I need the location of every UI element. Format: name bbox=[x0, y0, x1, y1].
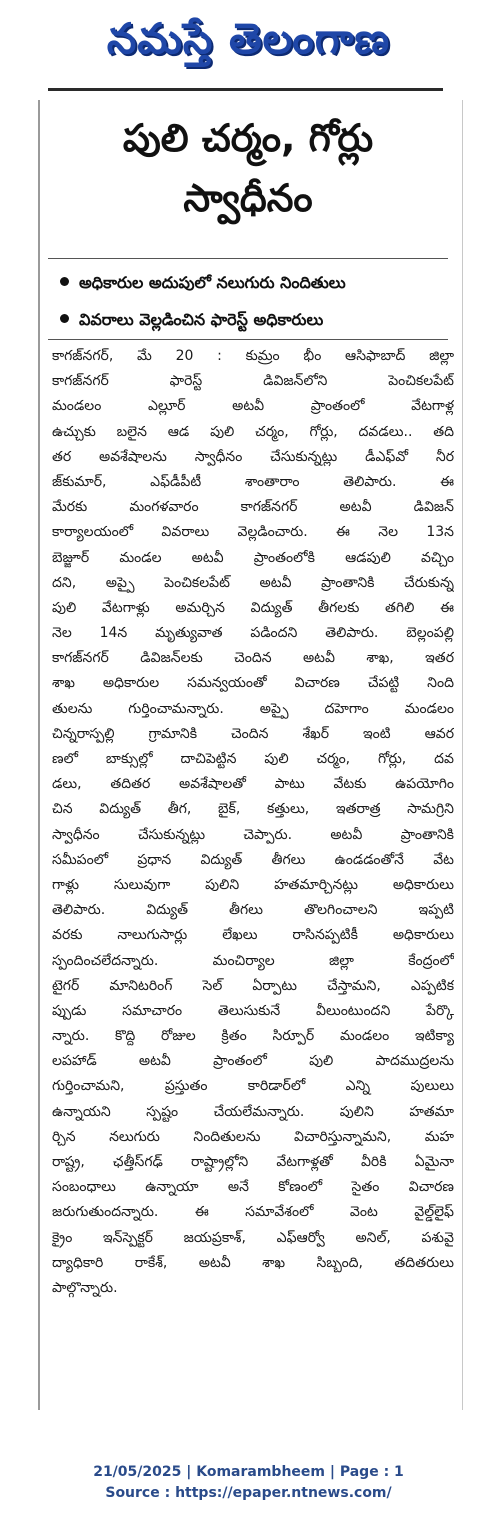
article-body-line: ఉచ్చుకు బలైన ఆడ పులి చర్మం, గోర్లు, దవడలు.. తది bbox=[52, 423, 454, 440]
article-body-line: దని, అప్పై పెంచికలపేట్ అటవీ ప్రాంతానికి చేరుకున్న bbox=[52, 574, 454, 591]
headline-divider bbox=[48, 258, 448, 259]
article-body bbox=[52, 344, 454, 1301]
headline-line-1: పులి చర్మం, గోర్లు bbox=[122, 116, 374, 160]
article-body-line: మండలం ఎల్లూర్ అటవీ ప్రాంతంలో వేటగాళ్ల bbox=[52, 398, 454, 415]
article-headline bbox=[48, 108, 448, 228]
article-body-line: డలు, తదితర అవశేషాలతో పాటు వేటకు ఉపయోగిం bbox=[52, 776, 454, 793]
headline-line-2: స్వాధీనం bbox=[183, 176, 313, 220]
article-body-line: తులను గుర్తించామన్నారు. అప్పై దహెగాం మండలం bbox=[52, 700, 454, 717]
article-body-line: తెలిపారు. విద్యుత్ తీగలు తొలగించాలని ఇప్పటి bbox=[52, 902, 454, 919]
article-body-line: పులి వేటగాళ్లు అమర్చిన విద్యుత్ తీగలకు తగిలి ఈ bbox=[52, 599, 454, 616]
article-body-line: స్పందించలేదన్నారు. మంచిర్యాల జిల్లా కేంద్రంలో bbox=[52, 952, 454, 969]
article-body-line: గుర్తించామని, ప్రస్తుతం కారిడార్‌లో ఎన్ని పులులు bbox=[52, 1078, 454, 1095]
article-body-line: జ్‌కుమార్, ఎఫ్‌డీపీటీ శాంతారాం తెలిపారు. ఈ bbox=[52, 473, 454, 490]
footer-source: Source : https://epaper.ntnews.com/ bbox=[105, 1485, 392, 1501]
bullet-dot-icon bbox=[60, 314, 69, 323]
article-body-line: రాష్ట్ర, ఛత్తీస్‌గఢ్ రాష్ట్రాల్లోని వేటగాళ్లతో వీరికి ఏమైనా bbox=[52, 1154, 454, 1170]
left-column-rule bbox=[38, 100, 40, 1410]
article-body-line: కాగజ్‌నగర్ ఫారెస్ట్ డివిజన్‌లోని పెంచికలపేట్ bbox=[52, 373, 454, 390]
article-body-line: పాల్గొన్నారు. bbox=[52, 1279, 118, 1296]
newspaper-masthead: నమస్తే తెలంగాణ bbox=[106, 14, 391, 63]
article-body-line: నెల 14న మృత్యువాత పడిందని తెలిపారు. బెల్లంపల్లి bbox=[52, 625, 454, 642]
article-body-line: ణలో బాక్సుల్లో దాచిపెట్టిన పులి చర్మం, గోర్లు, దవ bbox=[52, 751, 454, 767]
article-body-line: లపహాడ్ అటవీ ప్రాంతంలో పులి పాదముద్రలను bbox=[52, 1053, 454, 1070]
subheading-divider bbox=[48, 339, 448, 340]
article-body-line: మేరకు మంగళవారం కాగజ్‌నగర్ అటవీ డివిజన్ bbox=[52, 499, 454, 516]
article-body-line: న్నారు. కొద్ది రోజుల క్రితం సిర్పూర్ మండలం ఇటిక్యా bbox=[52, 1028, 454, 1045]
article-body-line: ప్పుడు సమాచారం తెలుసుకునే వీలుంటుందని పేర్కొ bbox=[52, 1002, 454, 1019]
subheading-bullet bbox=[60, 307, 450, 333]
top-divider bbox=[48, 88, 443, 91]
article-body-line: ద్యాధికారి రాకేశ్, అటవీ శాఖ సిబ్బంది, తదితరులు bbox=[52, 1254, 454, 1271]
footer-edition-info: 21/05/2025 | Komarambheem | Page : 1 bbox=[93, 1464, 404, 1480]
page-footer bbox=[0, 1462, 497, 1504]
article-body-line: జరుగుతుందన్నారు. ఈ సమావేశంలో వెంట వైల్డ్‌లైఫ్ bbox=[52, 1204, 454, 1221]
article-body-line: వరకు నాలుగుసార్లు లేఖలు రాసినప్పటికీ అధికారులు bbox=[52, 927, 454, 944]
article-body-line: క్రైం ఇన్‌స్పెక్టర్ జయప్రకాశ్, ఎఫ్ఆర్వో అనిల్, పశువై bbox=[52, 1229, 454, 1246]
article-body-line: తర అవశేషాలను స్వాధీనం చేసుకున్నట్లు డీఎఫ్‌వో నీర bbox=[52, 448, 454, 465]
article-body-line: శాఖ అధికారుల సమన్వయంతో విచారణ చేపట్టి నింది bbox=[52, 675, 454, 692]
subheading-text: వివరాలు వెల్లడించిన ఫారెస్ట్ అధికారులు bbox=[79, 310, 324, 329]
article-body-line: చిన విద్యుత్ తీగ, బైక్, కత్తులు, ఇతరాత్ర సామగ్రిని bbox=[52, 801, 454, 818]
article-body-line: చిన్నరాస్పల్లి గ్రామానికి చెందిన శేఖర్ ఇంటి ఆవర bbox=[52, 725, 454, 742]
article-body-line: టైగర్ మానిటరింగ్ సెల్ ఏర్పాటు చేస్తామని, ఎప్పటిక bbox=[52, 977, 454, 994]
article-body-line: కాగజ్‌నగర్ డివిజన్‌లకు చెందిన అటవీ శాఖ, ఇతర bbox=[52, 650, 454, 667]
article-body-line: సంబంధాలు ఉన్నాయా అనే కోణంలో సైతం విచారణ bbox=[52, 1179, 454, 1196]
article-body-line: కార్యాలయంలో వివరాలు వెల్లడించారు. ఈ నెల 13న bbox=[52, 524, 454, 541]
subheading-bullet bbox=[60, 270, 450, 296]
article-body-line: సమీపంలో ప్రధాన విద్యుత్ తీగలు ఉండడంతోనే వేట bbox=[52, 851, 454, 868]
article-body-line: స్వాధీనం చేసుకున్నట్లు చెప్పారు. అటవీ ప్రాంతానికి bbox=[52, 826, 454, 843]
right-column-rule bbox=[462, 100, 463, 1410]
article-body-line: ఉన్నాయని స్పష్టం చేయలేమన్నారు. పులిని హతమా bbox=[52, 1103, 454, 1120]
article-body-line: బెజ్జూర్ మండల అటవీ ప్రాంతంలోకి ఆడపులి వచ్చిం bbox=[52, 549, 454, 566]
article-body-line: గాళ్లు సులువుగా పులిని హతమార్చినట్లు అధికారులు bbox=[52, 876, 454, 893]
bullet-dot-icon bbox=[60, 277, 69, 286]
article-body-line: ర్చిన నలుగురు నిందితులను విచారిస్తున్నామని, మహ bbox=[52, 1128, 454, 1145]
article-body-line: కాగజ్‌నగర్, మే 20 : కుమ్రం భీం ఆసిఫాబాద్ జిల్లా bbox=[52, 348, 454, 364]
subheading-text: అధికారుల అదుపులో నలుగురు నిందితులు bbox=[79, 273, 346, 292]
